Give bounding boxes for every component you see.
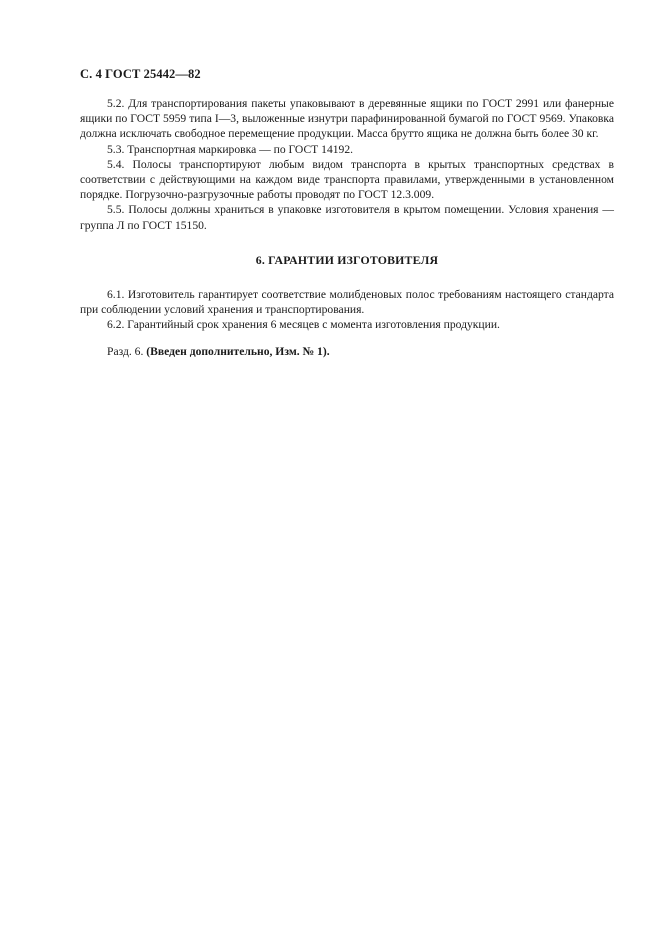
amendment-note-bold: (Введен дополнительно, Изм. № 1).: [146, 344, 330, 358]
page-header: С. 4 ГОСТ 25442—82: [80, 67, 201, 81]
paragraph-6-2: 6.2. Гарантийный срок хранения 6 месяцев с момента изготовления продукции.: [107, 318, 500, 332]
paragraph-5-3: 5.3. Транспортная маркировка — по ГОСТ 14192.: [107, 142, 354, 156]
section-6-title: 6. ГАРАНТИИ ИЗГОТОВИТЕЛЯ: [255, 252, 439, 267]
amendment-note: [80, 344, 614, 359]
amendment-note-prefix: Разд. 6.: [107, 344, 147, 358]
paragraph-6-1: 6.1. Изготовитель гарантирует соответствие молибденовых полос требованиям настоящего стандарта при соблюдении условий хранения и транспортирования.: [80, 288, 614, 317]
paragraph-5-2: 5.2. Для транспортирования пакеты упаковывают в деревянные ящики по ГОСТ 2991 или фанерные ящики по ГОСТ 5959 типа I—3, выложенные изнутри парафинированной бумагой по ГОСТ 9569. Упаковка должна исключать свободное перемещение продукции. Масса брутто ящика не должна быть более 30 кг.: [80, 97, 614, 141]
document-body: [80, 96, 614, 359]
paragraph-5-5: 5.5. Полосы должны храниться в упаковке изготовителя в крытом помещении. Условия хранения — группа Л по ГОСТ 15150.: [80, 203, 614, 232]
paragraph-5-4: 5.4. Полосы транспортируют любым видом транспорта в крытых транспортных средствах в соответствии с действующими на каждом виде транспорта правилами, утвержденными в установленном порядке. Погрузочно-разгрузочные работы проводят по ГОСТ 12.3.009.: [80, 157, 614, 202]
